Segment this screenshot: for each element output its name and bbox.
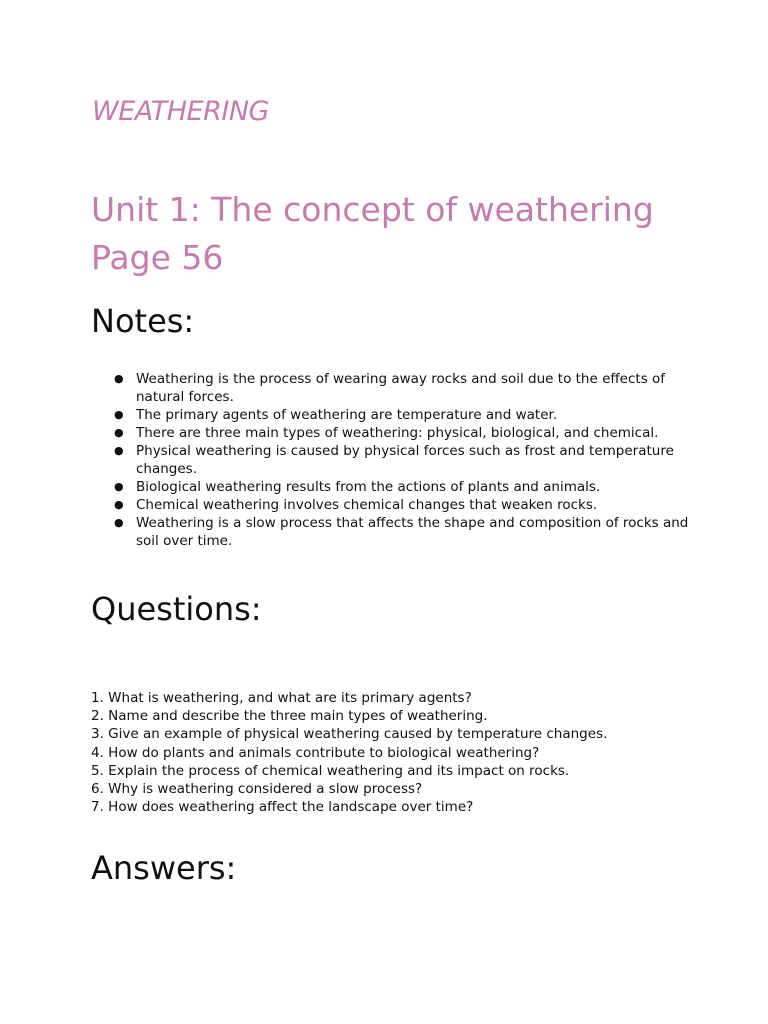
bullet-icon: ● [114, 516, 124, 529]
bullet-icon: ● [114, 426, 124, 439]
page-reference: Page 56 [91, 238, 224, 277]
question-item: 4. How do plants and animals contribute to biological weathering? [91, 744, 540, 761]
answers-heading: Answers: [91, 849, 237, 887]
bullet-icon: ● [114, 498, 124, 511]
note-item [114, 514, 706, 550]
questions-heading: Questions: [91, 590, 262, 628]
note-item [114, 442, 706, 478]
bullet-icon: ● [114, 372, 124, 385]
note-item [114, 424, 706, 442]
note-item [114, 406, 706, 424]
note-text: Weathering is a slow process that affects the shape and composition of rocks and soil over time. [136, 515, 689, 549]
notes-list [114, 370, 706, 550]
bullet-icon: ● [114, 480, 124, 493]
question-item: 2. Name and describe the three main types of weathering. [91, 708, 488, 725]
note-text: Chemical weathering involves chemical changes that weaken rocks. [136, 497, 598, 513]
unit-heading [91, 186, 654, 282]
question-item: 1. What is weathering, and what are its primary agents? [91, 690, 472, 706]
question-item: 3. Give an example of physical weathering caused by temperature changes. [91, 726, 608, 743]
note-item [114, 496, 706, 514]
unit-title: Unit 1: The concept of weathering [91, 190, 654, 229]
question-item: 5. Explain the process of chemical weathering and its impact on rocks. [91, 762, 570, 779]
note-text: The primary agents of weathering are temperature and water. [136, 407, 558, 423]
bullet-icon: ● [114, 444, 124, 457]
question-item: 6. Why is weathering considered a slow process? [91, 781, 423, 798]
note-text: There are three main types of weathering: physical, biological, and chemical. [136, 425, 659, 441]
note-item [114, 370, 706, 406]
questions-list [91, 689, 711, 816]
note-text: Physical weathering is caused by physical forces such as frost and temperature changes. [136, 443, 674, 477]
bullet-icon: ● [114, 408, 124, 421]
note-text: Biological weathering results from the actions of plants and animals. [136, 479, 601, 495]
note-item [114, 478, 706, 496]
question-item: 7. How does weathering affect the landscape over time? [91, 799, 474, 816]
note-text: Weathering is the process of wearing away rocks and soil due to the effects of natural forces. [136, 371, 666, 405]
document-title: WEATHERING [92, 96, 269, 127]
notes-heading: Notes: [91, 302, 195, 340]
